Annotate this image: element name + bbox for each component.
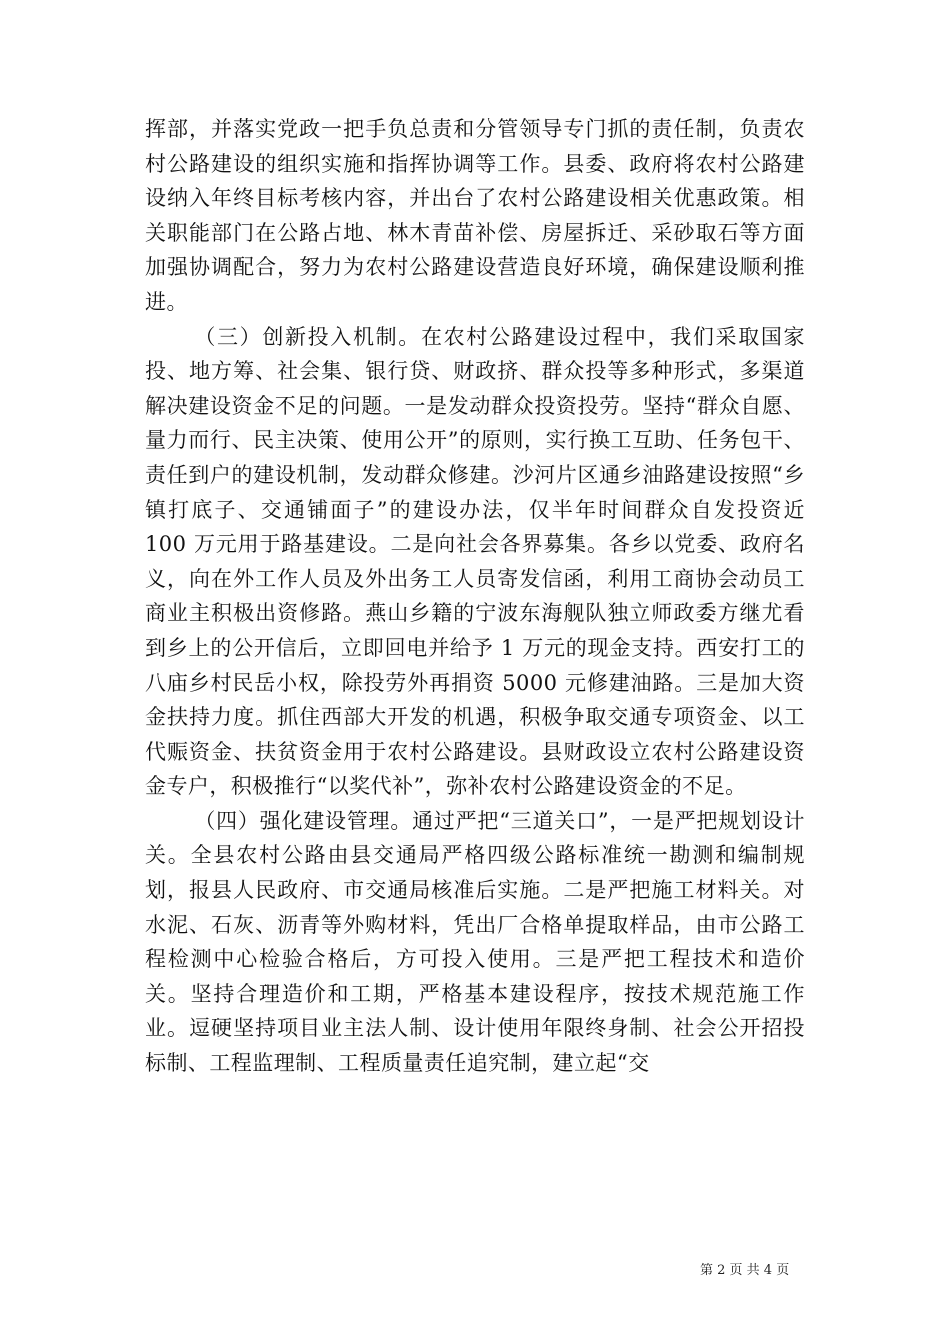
- paragraph-1: 挥部，并落实党政一把手负总责和分管领导专门抓的责任制，负责农村公路建设的组织实施和指挥协调等工作。县委、政府将农村公路建设纳入年终目标考核内容，并出台了农村公路建设相关优惠政策。相关职能部门在公路占地、林木青苗补偿、房屋拆迁、采砂取石等方面加强协调配合，努力为农村公路建设营造良好环境，确保建设顺利推进。: [145, 117, 805, 314]
- paragraph-2: （三）创新投入机制。在农村公路建设过程中，我们采取国家投、地方筹、社会集、银行贷、财政挤、群众投等多种形式，多渠道解决建设资金不足的问题。一是发动群众投资投劳。坚持“群众自愿、量力而行、民主决策、使用公开”的原则，实行换工互助、任务包干、责任到户的建设机制，发动群众修建。沙河片区通乡油路建设按照“乡镇打底子、交通铺面子”的建设办法，仅半年时间群众自发投资近 100 万元用于路基建设。二是向社会各界募集。各乡以党委、政府名义，向在外工作人员及外出务工人员寄发信函，利用工商协会动员工商业主积极出资修路。燕山乡籍的宁波东海舰队独立师政委方继尤看到乡上的公开信后，立即回电并给予 1 万元的现金支持。西安打工的八庙乡村民岳小权，除投劳外再捐资 5000 元修建油路。三是加大资金扶持力度。抓住西部大开发的机遇，积极争取交通专项资金、以工代赈资金、扶贫资金用于农村公路建设。县财政设立农村公路建设资金专户，积极推行“以奖代补”，弥补农村公路建设资金的不足。: [145, 324, 805, 799]
- page-footer: [700, 1263, 820, 1279]
- body-text: [145, 112, 805, 1081]
- paragraph-3: （四）强化建设管理。通过严把“三道关口”，一是严把规划设计关。全县农村公路由县交通局严格四级公路标准统一勘测和编制规划，报县人民政府、市交通局核准后实施。二是严把施工材料关。对水泥、石灰、沥青等外购材料，凭出厂合格单提取样品，由市公路工程检测中心检验合格后，方可投入使用。三是严把工程技术和造价关。坚持合理造价和工期，严格基本建设程序，按技术规范施工作业。逗硬坚持项目业主法人制、设计使用年限终身制、社会公开招投标制、工程监理制、工程质量责任追究制，建立起“交: [145, 808, 805, 1076]
- page-number-label: 第 2 页 共 4 页: [700, 1263, 790, 1278]
